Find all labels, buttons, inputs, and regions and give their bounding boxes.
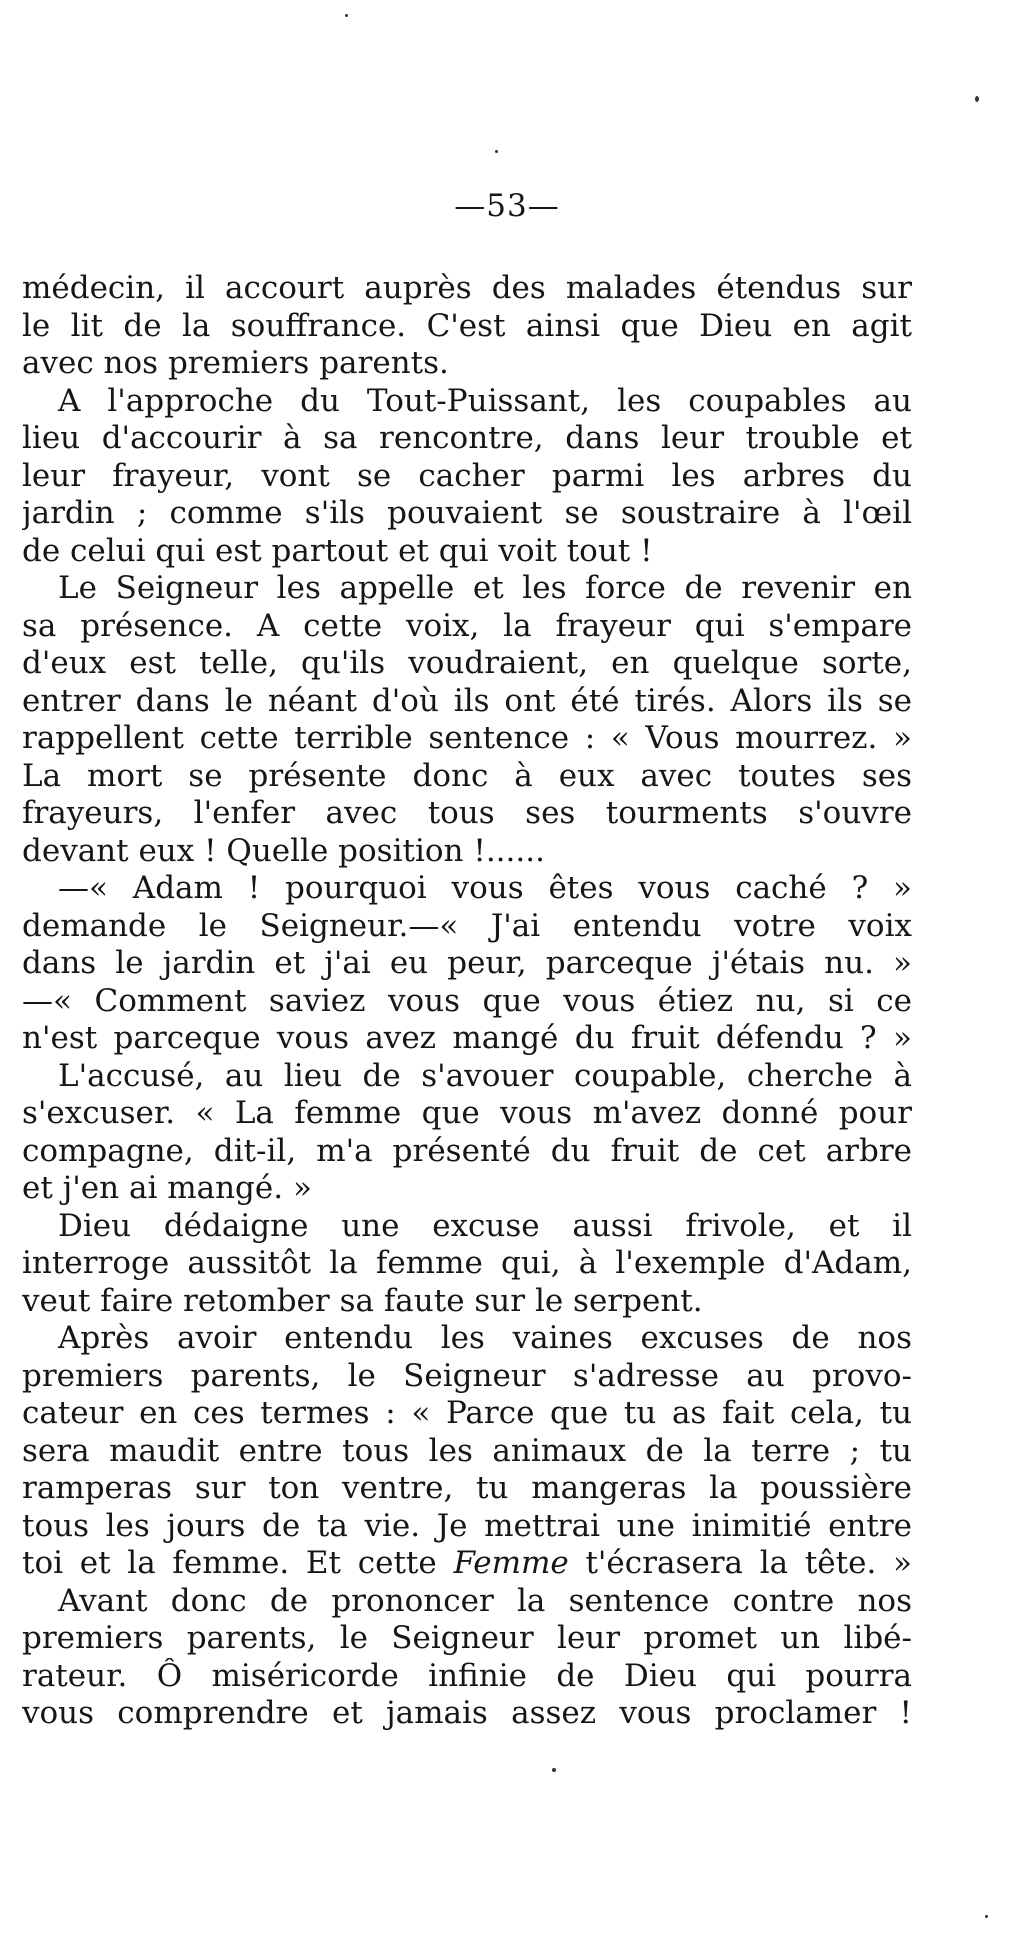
text-line: toi et la femme. Et cette Femme t'écrasera la tête. » [22,1545,912,1581]
text-line: tous les jours de ta vie. Je mettrai une inimitié entre [22,1507,912,1544]
text-line: dans le jardin et j'ai eu peur, parceque j'étais nu. » [22,945,912,981]
text-line: veut faire retomber sa faute sur le serpent. [22,1282,703,1319]
text-line: —« Comment saviez vous que vous étiez nu, si ce [22,982,912,1019]
text-line: lieu d'accourir à sa rencontre, dans leur trouble et [22,420,912,456]
text-line: ramperas sur ton ventre, tu mangeras la poussière [22,1470,912,1506]
text-line: A l'approche du Tout-Puissant, les coupables au [58,382,912,419]
text-line: Après avoir entendu les vaines excuses de nos [58,1320,912,1356]
text-line: jardin ; comme s'ils pouvaient se soustraire à l'œil [22,495,912,531]
text-line: premiers parents, le Seigneur s'adresse au provo- [22,1357,912,1394]
text-line: d'eux est telle, qu'ils voudraient, en quelque sorte, [22,645,912,681]
text-line: —« Adam ! pourquoi vous êtes vous caché ? » [58,870,912,906]
text-line: L'accusé, au lieu de s'avouer coupable, cherche à [58,1057,912,1094]
text-line: premiers parents, le Seigneur leur promet un libé- [22,1620,912,1656]
text-line: La mort se présente donc à eux avec toutes ses [22,757,912,794]
text-line: compagne, dit-il, m'a présenté du fruit de cet arbre [22,1132,912,1169]
text-line: rateur. Ô miséricorde infinie de Dieu qui pourra [22,1657,912,1694]
text-line: demande le Seigneur.—« J'ai entendu votre voix [22,907,912,944]
text-line: Dieu dédaigne une excuse aussi frivole, et il [58,1207,912,1244]
text-line: vous comprendre et jamais assez vous proclamer ! [22,1695,912,1731]
text-line: de celui qui est partout et qui voit tout ! [22,532,653,569]
text-line: entrer dans le néant d'où ils ont été tirés. Alors ils se [22,682,912,719]
text-line: sera maudit entre tous les animaux de la terre ; tu [22,1432,912,1469]
print-speck [345,14,348,17]
text-line: et j'en ai mangé. » [22,1170,312,1206]
page-number: —53— [454,188,560,224]
print-speck [975,96,979,102]
text-line: avec nos premiers parents. [22,345,449,381]
print-speck [985,1915,988,1918]
text-line: sa présence. A cette voix, la frayeur qui s'empare [22,607,912,644]
print-speck [552,1768,556,1772]
text-line: interroge aussitôt la femme qui, à l'exemple d'Adam, [22,1245,912,1281]
text-line: leur frayeur, vont se cacher parmi les arbres du [22,457,912,494]
body-text [22,270,912,1733]
text-line: frayeurs, l'enfer avec tous ses tourments s'ouvre [22,795,912,831]
text-line: devant eux ! Quelle position !...... [22,832,545,869]
text-line: n'est parceque vous avez mangé du fruit défendu ? » [22,1020,912,1056]
text-line: cateur en ces termes : « Parce que tu as fait cela, tu [22,1395,912,1431]
text-line: Le Seigneur les appelle et les force de revenir en [58,570,912,606]
text-line: s'excuser. « La femme que vous m'avez donné pour [22,1095,912,1131]
text-line: médecin, il accourt auprès des malades étendus sur [22,270,912,306]
text-line: Avant donc de prononcer la sentence contre nos [58,1582,912,1619]
print-speck [495,150,498,153]
text-line: rappellent cette terrible sentence : « Vous mourrez. » [22,720,912,756]
text-line: le lit de la souffrance. C'est ainsi que Dieu en agit [22,307,912,344]
